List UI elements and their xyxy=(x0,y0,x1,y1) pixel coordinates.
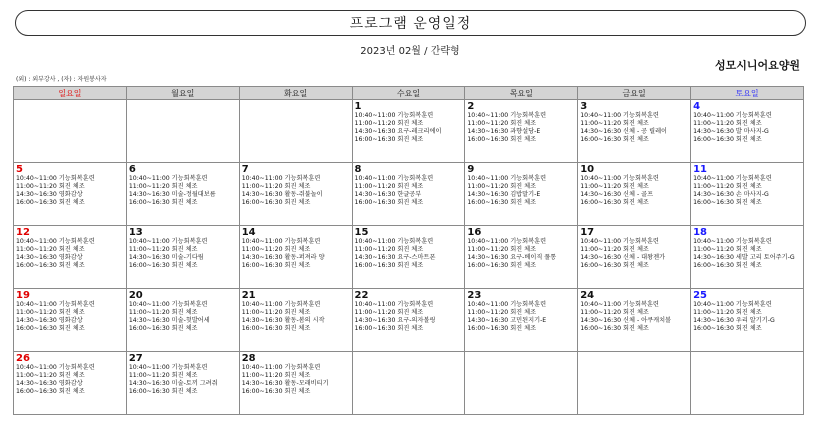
schedule-entry: 10:40~11:00 기능회복훈련 xyxy=(693,238,772,245)
schedule-entry: 16:00~16:30 회진 체조 xyxy=(580,199,649,206)
schedule-entry: 16:00~16:30 회진 체조 xyxy=(580,325,649,332)
calendar-empty-cell xyxy=(352,352,465,415)
calendar-day-cell xyxy=(14,226,127,289)
calendar-empty-cell xyxy=(465,352,578,415)
schedule-entry: 10:40~11:00 기능회복훈련 xyxy=(241,175,321,182)
schedule-entry: 14:30~16:30 영화감상 xyxy=(16,380,83,387)
weekday-wednesday: 수요일 xyxy=(352,87,465,100)
weekday-sunday: 일요일 xyxy=(14,87,127,100)
schedule-entry: 14:30~16:30 과향설당-E xyxy=(467,128,541,135)
schedule-entry: 16:00~16:30 회진 체조 xyxy=(241,388,311,395)
day-number: 25 xyxy=(693,290,707,301)
weekday-thursday: 목요일 xyxy=(465,87,578,100)
calendar-day-cell xyxy=(239,352,352,415)
calendar-day-cell xyxy=(465,226,578,289)
schedule-entry: 10:40~11:00 기능회복훈련 xyxy=(128,238,208,245)
schedule-entry: 11:00~11:20 회진 체조 xyxy=(693,183,762,190)
schedule-entry: 16:00~16:30 회진 체조 xyxy=(354,136,424,143)
calendar-day-cell xyxy=(465,289,578,352)
schedule-entry: 16:00~16:30 회진 체조 xyxy=(16,262,85,269)
schedule-entry: 10:40~11:00 기능회복훈련 xyxy=(467,112,547,119)
schedule-entry: 11:00~11:20 회진 체조 xyxy=(128,309,198,316)
day-number: 20 xyxy=(128,290,143,301)
schedule-entry: 11:00~11:20 회진 체조 xyxy=(128,183,198,190)
schedule-entry: 14:30~16:30 신체 - 아쿠캐치볼 xyxy=(580,317,672,324)
schedule-entry: 16:00~16:30 회진 체조 xyxy=(467,325,537,332)
day-number: 18 xyxy=(693,227,707,238)
schedule-entry: 10:40~11:00 기능회복훈련 xyxy=(693,112,772,119)
calendar-day-cell xyxy=(465,163,578,226)
calendar-day-cell xyxy=(578,100,691,163)
schedule-entry: 14:30~16:30 활동-모래비티기 xyxy=(241,380,329,387)
schedule-entry: 11:00~11:20 회진 체조 xyxy=(693,309,762,316)
schedule-entry: 11:00~11:20 회진 체조 xyxy=(580,309,649,316)
schedule-entry: 11:00~11:20 회진 체조 xyxy=(467,309,537,316)
schedule-entry: 10:40~11:00 기능회복훈련 xyxy=(241,364,321,371)
calendar-table xyxy=(13,86,804,415)
page-title: 프로그램 운영일정 xyxy=(349,16,472,32)
schedule-entry: 14:30~16:30 요구-스마트폰 xyxy=(354,254,436,261)
schedule-entry: 16:00~16:30 회진 체조 xyxy=(580,262,649,269)
schedule-entry: 14:30~16:30 신체 - 대왕젠가 xyxy=(580,254,666,261)
day-number: 11 xyxy=(693,164,707,175)
calendar-day-cell xyxy=(691,100,804,163)
schedule-entry: 14:30~16:30 신체 - 골프 xyxy=(580,191,654,198)
schedule-entry: 10:40~11:00 기능회복훈련 xyxy=(580,175,659,182)
schedule-entry: 10:40~11:00 기능회복훈련 xyxy=(16,175,95,182)
schedule-entry: 16:00~16:30 회진 체조 xyxy=(128,199,198,206)
schedule-entry: 11:00~11:20 회진 체조 xyxy=(467,120,537,127)
day-number: 22 xyxy=(354,290,369,301)
schedule-entry: 11:00~11:20 회진 체조 xyxy=(16,309,85,316)
calendar-day-cell xyxy=(239,163,352,226)
schedule-entry: 11:00~11:20 회진 체조 xyxy=(241,372,311,379)
schedule-entry: 10:40~11:00 기능회복훈련 xyxy=(693,301,772,308)
schedule-entry: 10:40~11:00 기능회복훈련 xyxy=(16,238,95,245)
schedule-entry: 16:00~16:30 회진 체조 xyxy=(354,262,424,269)
calendar-day-cell xyxy=(691,226,804,289)
schedule-entry: 11:00~11:20 회진 체조 xyxy=(354,183,424,190)
day-number: 28 xyxy=(241,353,256,364)
schedule-entry: 11:00~11:20 회진 체조 xyxy=(354,120,424,127)
schedule-entry: 14:30~16:30 신체 - 공 릴레이 xyxy=(580,128,668,135)
schedule-entry: 14:30~16:30 활동-봄의 시작 xyxy=(241,317,325,324)
schedule-entry: 16:00~16:30 회진 체조 xyxy=(128,388,198,395)
day-number: 12 xyxy=(16,227,30,238)
schedule-entry: 14:30~16:30 미술-헛발어세 xyxy=(128,317,210,324)
schedule-entry: 14:30~16:30 우리 알기기-G xyxy=(693,317,775,324)
schedule-entry: 11:00~11:20 회진 체조 xyxy=(354,309,424,316)
schedule-entry: 14:30~16:30 고민된지기-E xyxy=(467,317,547,324)
schedule-entry: 14:30~16:30 한글공부 xyxy=(354,191,422,198)
schedule-entry: 11:00~11:20 회진 체조 xyxy=(128,372,198,379)
day-number: 19 xyxy=(16,290,30,301)
schedule-entry: 14:30~16:30 요구-레크리에이 xyxy=(354,128,442,135)
schedule-entry: 11:00~11:20 회진 체조 xyxy=(580,183,649,190)
weekday-header-row xyxy=(14,87,804,100)
schedule-entry: 10:40~11:00 기능회복훈련 xyxy=(467,238,547,245)
schedule-entry: 10:40~11:00 기능회복훈련 xyxy=(16,301,95,308)
schedule-entry: 11:00~11:20 회진 체조 xyxy=(354,246,424,253)
schedule-entry: 16:00~16:30 회진 체조 xyxy=(16,325,85,332)
calendar-day-cell xyxy=(14,289,127,352)
calendar-day-cell xyxy=(691,163,804,226)
calendar-day-cell xyxy=(578,289,691,352)
calendar-empty-cell xyxy=(126,100,239,163)
schedule-entry: 16:00~16:30 회진 체조 xyxy=(467,262,537,269)
schedule-entry: 10:40~11:00 기능회복훈련 xyxy=(580,112,659,119)
schedule-entry: 16:00~16:30 회진 체조 xyxy=(354,199,424,206)
day-number: 15 xyxy=(354,227,369,238)
calendar-day-cell xyxy=(352,226,465,289)
weekday-friday: 금요일 xyxy=(578,87,691,100)
calendar-day-cell xyxy=(691,289,804,352)
calendar-day-cell xyxy=(352,289,465,352)
day-number: 23 xyxy=(467,290,482,301)
schedule-entry: 14:30~16:30 미술-기다림 xyxy=(128,254,204,261)
schedule-entry: 10:40~11:00 기능회복훈련 xyxy=(354,238,434,245)
schedule-entry: 16:00~16:30 회진 체조 xyxy=(467,199,537,206)
schedule-entry: 14:30~16:30 요구-의자볼링 xyxy=(354,317,436,324)
day-number: 13 xyxy=(128,227,143,238)
calendar-day-cell xyxy=(126,163,239,226)
schedule-entry: 10:40~11:00 기능회복훈련 xyxy=(693,175,772,182)
day-number: 24 xyxy=(580,290,595,301)
schedule-entry: 16:00~16:30 회진 체조 xyxy=(241,199,311,206)
calendar-day-cell xyxy=(239,226,352,289)
schedule-entry: 14:30~16:30 영화감상 xyxy=(16,254,83,261)
schedule-entry: 16:00~16:30 회진 체조 xyxy=(580,136,649,143)
schedule-entry: 14:30~16:30 영화감상 xyxy=(16,191,83,198)
schedule-entry: 11:00~11:20 회진 체조 xyxy=(241,183,311,190)
schedule-entry: 10:40~11:00 기능회복훈련 xyxy=(128,364,208,371)
schedule-entry: 11:00~11:20 회진 체조 xyxy=(467,183,537,190)
schedule-entry: 16:00~16:30 회진 체조 xyxy=(693,199,762,206)
calendar-empty-cell xyxy=(691,352,804,415)
day-number: 16 xyxy=(467,227,482,238)
schedule-entry: 11:00~11:20 회진 체조 xyxy=(693,246,762,253)
day-number: 26 xyxy=(16,353,30,364)
schedule-entry: 10:40~11:00 기능회복훈련 xyxy=(241,301,321,308)
schedule-entry: 10:40~11:00 기능회복훈련 xyxy=(467,175,547,182)
calendar-week-row xyxy=(14,163,804,226)
calendar-day-cell xyxy=(352,163,465,226)
calendar-day-cell xyxy=(14,163,127,226)
weekday-monday: 월요일 xyxy=(126,87,239,100)
schedule-entry: 11:00~11:20 회진 체조 xyxy=(693,120,762,127)
schedule-entry: 14:30~16:30 손 마사지-G xyxy=(693,191,769,198)
schedule-entry: 16:00~16:30 회진 체조 xyxy=(241,262,311,269)
page-subtitle: 2023년 02월 / 간략형 xyxy=(360,46,460,57)
schedule-entry: 10:40~11:00 기능회복훈련 xyxy=(354,175,434,182)
day-number: 5 xyxy=(16,164,23,175)
calendar-day-cell xyxy=(465,100,578,163)
schedule-entry: 10:40~11:00 기능회복훈련 xyxy=(241,238,321,245)
schedule-entry: 16:00~16:30 회진 체조 xyxy=(693,136,762,143)
day-number: 14 xyxy=(241,227,256,238)
calendar-day-cell xyxy=(14,352,127,415)
day-number: 10 xyxy=(580,164,595,175)
schedule-entry: 16:00~16:30 회진 체조 xyxy=(467,136,537,143)
weekday-saturday: 토요일 xyxy=(691,87,804,100)
schedule-entry: 11:00~11:20 회진 체조 xyxy=(241,309,311,316)
schedule-entry: 16:00~16:30 회진 체조 xyxy=(354,325,424,332)
schedule-entry: 11:00~11:20 회진 체조 xyxy=(128,246,198,253)
schedule-entry: 10:40~11:00 기능회복훈련 xyxy=(580,301,659,308)
day-number: 1 xyxy=(354,101,362,112)
day-number: 4 xyxy=(693,101,701,112)
calendar-week-row xyxy=(14,352,804,415)
schedule-entry: 14:30~16:30 미술-토끼 그려줘 xyxy=(128,380,218,387)
schedule-entry: 10:40~11:00 기능회복훈련 xyxy=(128,301,208,308)
calendar-empty-cell xyxy=(14,100,127,163)
schedule-entry: 16:00~16:30 회진 체조 xyxy=(128,262,198,269)
day-number: 3 xyxy=(580,101,588,112)
calendar-day-cell xyxy=(126,289,239,352)
day-number: 2 xyxy=(467,101,475,112)
schedule-entry: 11:00~11:20 회진 체조 xyxy=(16,183,85,190)
schedule-entry: 10:40~11:00 기능회복훈련 xyxy=(580,238,659,245)
calendar-empty-cell xyxy=(239,100,352,163)
schedule-entry: 16:00~16:30 회진 체조 xyxy=(241,325,311,332)
schedule-entry: 10:40~11:00 기능회복훈련 xyxy=(354,112,434,119)
schedule-entry: 14:30~16:30 세발 고리 토어주기-G xyxy=(693,254,795,261)
schedule-entry: 14:30~16:30 김밥말기-E xyxy=(467,191,541,198)
schedule-entry: 14:30~16:30 활동-쥐불놀이 xyxy=(241,191,323,198)
day-number: 17 xyxy=(580,227,595,238)
calendar-day-cell xyxy=(578,226,691,289)
day-number: 8 xyxy=(354,164,362,175)
schedule-entry: 16:00~16:30 회진 체조 xyxy=(693,325,762,332)
calendar-body xyxy=(14,100,804,415)
calendar-week-row xyxy=(14,100,804,163)
schedule-entry: 16:00~16:30 회진 체조 xyxy=(16,388,85,395)
schedule-entry: 10:40~11:00 기능회복훈련 xyxy=(16,364,95,371)
legend: (외) : 외부강사 , (자) : 자원봉사자 xyxy=(16,76,107,83)
calendar-day-cell xyxy=(126,352,239,415)
day-number: 9 xyxy=(467,164,475,175)
schedule-entry: 11:00~11:20 회진 체조 xyxy=(580,120,649,127)
day-number: 27 xyxy=(128,353,143,364)
schedule-entry: 10:40~11:00 기능회복훈련 xyxy=(128,175,208,182)
calendar-day-cell xyxy=(239,289,352,352)
schedule-entry: 11:00~11:20 회진 체조 xyxy=(16,372,85,379)
calendar-day-cell xyxy=(126,226,239,289)
schedule-entry: 11:00~11:20 회진 체조 xyxy=(241,246,311,253)
calendar-week-row xyxy=(14,226,804,289)
schedule-entry: 14:30~16:30 영화감상 xyxy=(16,317,83,324)
day-number: 7 xyxy=(241,164,249,175)
schedule-entry: 10:40~11:00 기능회복훈련 xyxy=(467,301,547,308)
schedule-entry: 16:00~16:30 회진 체조 xyxy=(128,325,198,332)
day-number: 21 xyxy=(241,290,256,301)
day-number: 6 xyxy=(128,164,136,175)
schedule-entry: 10:40~11:00 기능회복훈련 xyxy=(354,301,434,308)
calendar-day-cell xyxy=(352,100,465,163)
schedule-entry: 14:30~16:30 요구-베이직 풀통 xyxy=(467,254,557,261)
calendar-week-row xyxy=(14,289,804,352)
weekday-tuesday: 화요일 xyxy=(239,87,352,100)
schedule-entry: 14:30~16:30 미술-정월대보름 xyxy=(128,191,216,198)
organization-name: 성모시니어요양원 xyxy=(714,59,800,72)
calendar-day-cell xyxy=(578,163,691,226)
schedule-entry: 16:00~16:30 회진 체조 xyxy=(16,199,85,206)
schedule-entry: 16:00~16:30 회진 체조 xyxy=(693,262,762,269)
page-title-box xyxy=(15,10,806,36)
schedule-entry: 11:00~11:20 회진 체조 xyxy=(467,246,537,253)
schedule-entry: 14:30~16:30 발 마사지-G xyxy=(693,128,769,135)
calendar-empty-cell xyxy=(578,352,691,415)
schedule-entry: 11:00~11:20 회진 체조 xyxy=(16,246,85,253)
schedule-entry: 14:30~16:30 활동-퍼져라 양 xyxy=(241,254,325,261)
schedule-entry: 11:00~11:20 회진 체조 xyxy=(580,246,649,253)
